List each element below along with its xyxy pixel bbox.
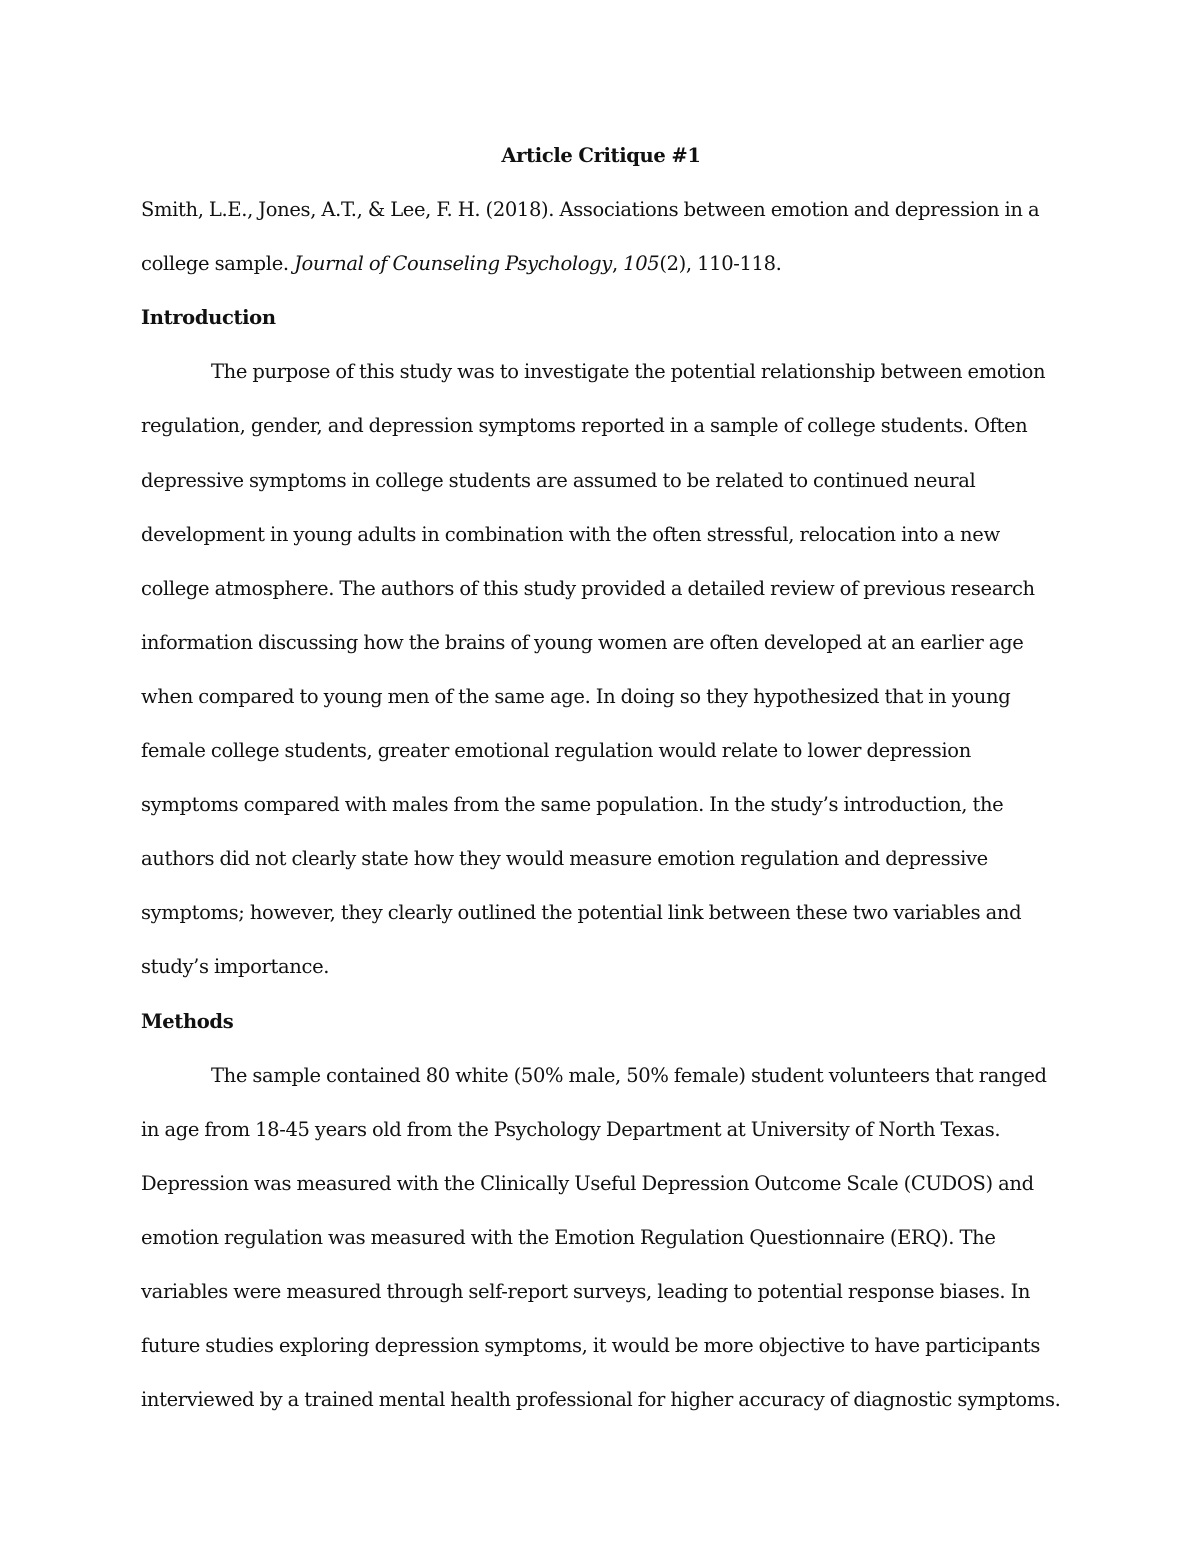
section-paragraph-methods: The sample contained 80 white (50% male, 50% female) student volunteers that ranged in age from 18-45 years old from the Psychology Department at University of North Texas. Depression was measured with the Clinically Useful Depression Outcome Scale (CUDOS) and emotion regulation was measured with the Emotion Regulation Questionnaire (ERQ). The variables were measured through self-report surveys, leading to potential response biases. In future studies exploring depression symptoms, it would be more objective to have participants interviewed by a trained mental health professional for higher accuracy of diagnostic symptoms. xyxy=(141,1063,1061,1412)
reference-journal: Journal of Counseling Psychology xyxy=(294,252,612,276)
reference-authors-title: Smith, L.E., Jones, A.T., & Lee, F. H. (2018). Associations between emotion and depression in a college sample. xyxy=(141,198,1040,276)
reference-volume: 105 xyxy=(623,252,660,276)
section-paragraph-introduction: The purpose of this study was to investigate the potential relationship between emotion regulation, gender, and depression symptoms reported in a sample of college students. Often depressive symptoms in college students are assumed to be related to continued neural development in young adults in combination with the often stressful, relocation into a new college atmosphere. The authors of this study provided a detailed review of previous research information discussing how the brains of young women are often developed at an earlier age when compared to young men of the same age. In doing so they hypothesized that in young female college students, greater emotional regulation would relate to lower depression symptoms compared with males from the same population. In the study’s introduction, the authors did not clearly state how they would measure emotion regulation and depressive symptoms; however, they clearly outlined the potential link between these two variables and study’s importance. xyxy=(141,360,1046,979)
page-title: Article Critique #1 xyxy=(501,144,701,167)
document-body xyxy=(141,129,1061,1427)
section-heading-methods: Methods xyxy=(141,1009,234,1033)
reference-separator: , xyxy=(611,252,624,276)
reference-issue-pages: (2), 110-118. xyxy=(659,252,782,276)
apa-reference xyxy=(141,183,1061,291)
section-heading-introduction: Introduction xyxy=(141,306,276,330)
